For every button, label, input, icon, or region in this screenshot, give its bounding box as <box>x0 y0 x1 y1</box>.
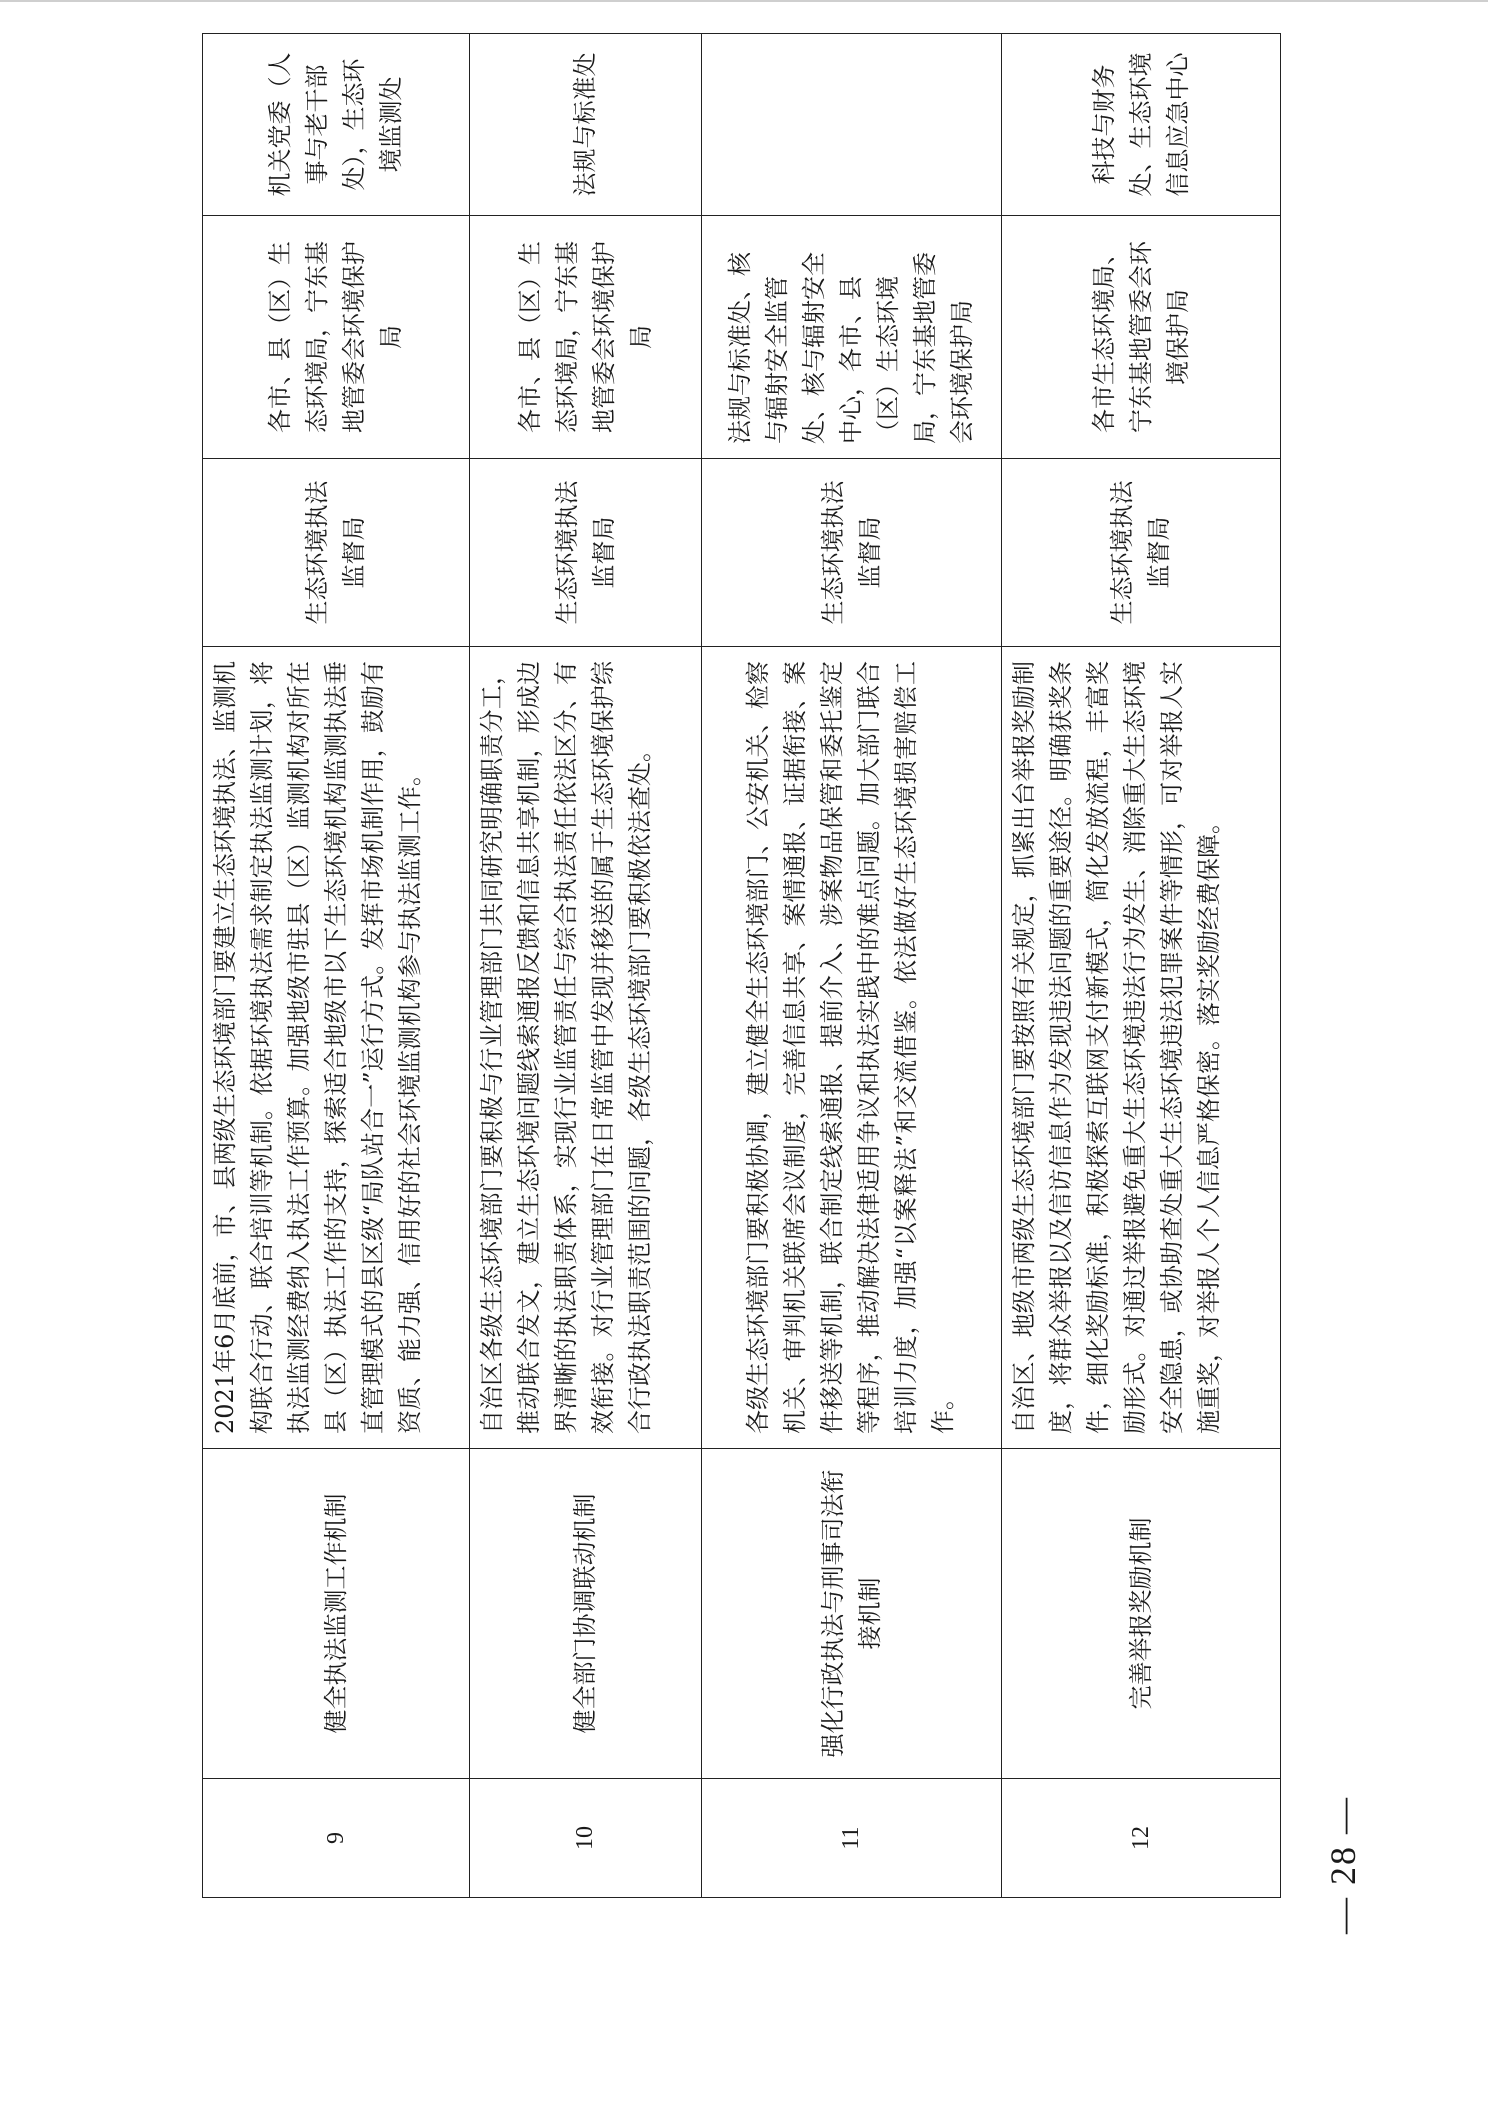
page-number <box>1308 1755 1378 1975</box>
task-name: 强化行政执法与刑事司法衔接机制 <box>702 1449 1002 1779</box>
participating-units: 各市生态环境局、宁东基地管委会环境保护局 <box>1002 216 1281 459</box>
page-top-border <box>0 0 1488 2</box>
participating-units: 各市、县（区）生态环境局，宁东基地管委会环境保护局 <box>203 216 470 459</box>
row-number: 11 <box>702 1779 1002 1898</box>
task-table <box>202 33 1281 1898</box>
task-content: 自治区、地级市两级生态环境部门要按照有关规定，抓紧出台举报奖励制度，将群众举报以及信访信息作为发现违法问题的重要途径。明确获奖条件，细化奖励标准，积极探索互联网支付新模式，简化发放流程，丰富奖励形式。对通过举报避免重大生态环境违法行为发生、消除重大生态环境安全隐患，或协助查处重大生态环境违法犯罪案件等情形，可对举报人实施重奖，对举报人个人信息严格保密。落实奖励经费保障。 <box>1002 647 1281 1449</box>
participating-units: 各市、县（区）生态环境局，宁东基地管委会环境保护局 <box>470 216 702 459</box>
table-row <box>702 34 1002 1898</box>
lead-unit: 生态环境执法监督局 <box>1002 459 1281 647</box>
lead-unit: 生态环境执法监督局 <box>203 459 470 647</box>
task-content: 2021年6月底前，市、县两级生态环境部门要建立生态环境执法、监测机构联合行动、联合培训等机制。依据环境执法需求制定执法监测计划，将执法监测经费纳入执法工作预算。加强地级市驻县（区）监测机构对所在县（区）执法工作的支持，探索适合地级市以下生态环境机构监测执法垂直管理模式的县区级“局队站合一”运行方式。发挥市场机制作用，鼓励有资质、能力强、信用好的社会环境监测机构参与执法监测工作。 <box>203 647 470 1449</box>
page-number-text: — 28 — <box>1323 1796 1363 1934</box>
lead-unit: 生态环境执法监督局 <box>470 459 702 647</box>
table-row <box>470 34 702 1898</box>
task-name: 健全执法监测工作机制 <box>203 1449 470 1779</box>
responsible-units: 科技与财务处、生态环境信息应急中心 <box>1002 34 1281 216</box>
table-row <box>203 34 470 1898</box>
task-name: 健全部门协调联动机制 <box>470 1449 702 1779</box>
lead-unit: 生态环境执法监督局 <box>702 459 1002 647</box>
responsible-units: 机关党委（人事与老干部处），生态环境监测处 <box>203 34 470 216</box>
row-number: 9 <box>203 1779 470 1898</box>
table-row <box>1002 34 1281 1898</box>
row-number: 12 <box>1002 1779 1281 1898</box>
participating-units: 法规与标准处、核与辐射安全监管处、核与辐射安全中心，各市、县（区）生态环境局，宁东基地管委会环境保护局 <box>702 216 1002 459</box>
responsible-units: 法规与标准处 <box>470 34 702 216</box>
task-name: 完善举报奖励机制 <box>1002 1449 1281 1779</box>
responsible-units <box>702 34 1002 216</box>
row-number: 10 <box>470 1779 702 1898</box>
task-content: 各级生态环境部门要积极协调，建立健全生态环境部门、公安机关、检察机关、审判机关联席会议制度，完善信息共享、案情通报、证据衔接、案件移送等机制，联合制定线索通报、提前介入、涉案物品保管和委托鉴定等程序，推动解决法律适用争议和执法实践中的难点问题。加大部门联合培训力度，加强“以案释法”和交流借鉴。依法做好生态环境损害赔偿工作。 <box>702 647 1002 1449</box>
rotated-task-table <box>202 52 1280 1898</box>
task-content: 自治区各级生态环境部门要积极与行业管理部门共同研究明确职责分工，推动联合发文，建立生态环境问题线索通报反馈和信息共享机制，形成边界清晰的执法职责体系，实现行业监管责任与综合执法责任依法区分、有效衔接。对行业管理部门在日常监管中发现并移送的属于生态环境保护综合行政执法职责范围的问题，各级生态环境部门要积极依法查处。 <box>470 647 702 1449</box>
